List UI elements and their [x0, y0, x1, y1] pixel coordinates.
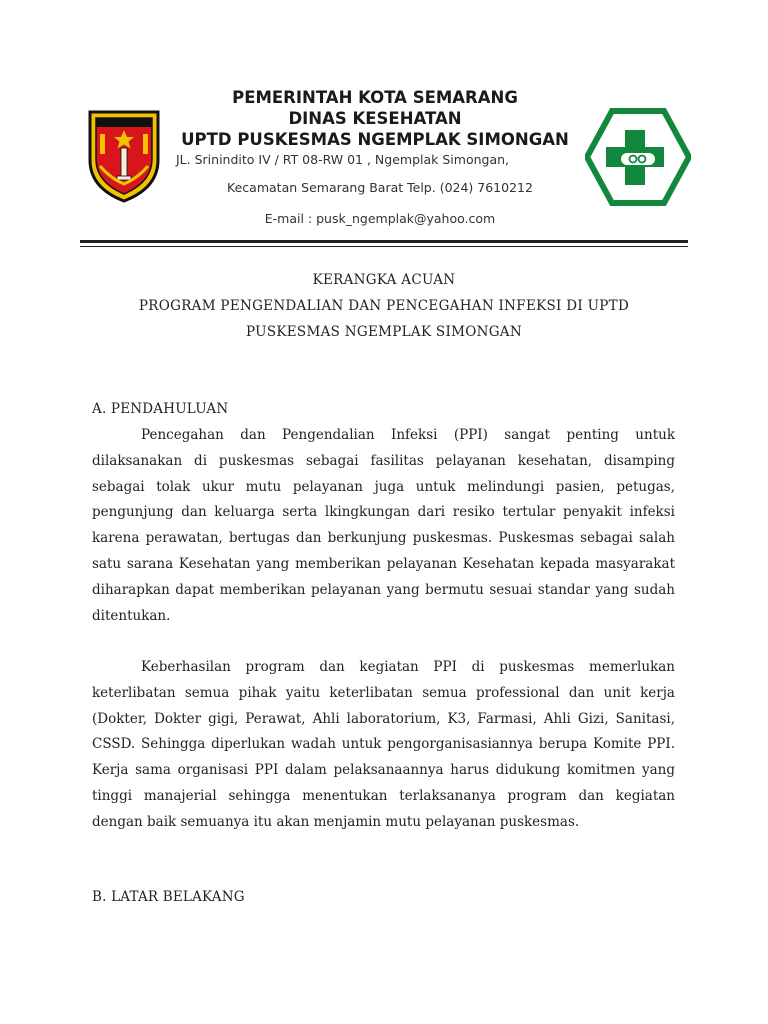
letterhead-divider-thick — [80, 240, 688, 243]
section-a-heading: A. PENDAHULUAN — [92, 401, 229, 417]
document-subtitle-line-2: PUSKESMAS NGEMPLAK SIMONGAN — [246, 324, 522, 340]
letterhead-line-1: PEMERINTAH KOTA SEMARANG — [232, 88, 518, 107]
document-title: KERANGKA ACUAN — [312, 272, 456, 288]
document-subtitle-line-1: PROGRAM PENGENDALIAN DAN PENCEGAHAN INFEKSI DI UPTD — [138, 298, 630, 314]
section-a-paragraph-2: Keberhasilan program dan kegiatan PPI di puskesmas memerlukan keterlibatan semua pihak yaitu keterlibatan semua professional dan unit kerja (Dokter, Dokter gigi, Perawat, Ahli laboratorium, K3, Farmasi, Ahli Gizi, Sanitasi, CSSD. Sehingga diperlukan wadah untuk pengorganisasiannya berupa Komite PPI. Kerja sama organisasi PPI dalam pelaksanaannya harus didukung komitmen yang tinggi manajerial sehingga menentukan terlaksananya program dan kegiatan dengan baik semuanya itu akan menjamin mutu pelayanan puskesmas. — [92, 659, 675, 830]
address-line-1: JL. Srinindito IV / RT 08-RW 01 , Ngemplak Simongan, — [176, 152, 510, 167]
letterhead-divider-thin — [80, 246, 688, 247]
email-line: E-mail : pusk_ngemplak@yahoo.com — [264, 211, 496, 226]
letterhead-line-2: DINAS KESEHATAN — [288, 109, 462, 128]
section-a-paragraph-1: Pencegahan dan Pengendalian Infeksi (PPI) sangat penting untuk dilaksanakan di puskesmas sebagai fasilitas pelayanan kesehatan, disamping sebagai tolak ukur mutu pelayanan juga untuk melindungi pasien, petugas, pengunjung dan keluarga serta lkingkungan dari resiko tertular penyakit infeksi karena perawatan, bertugas dan berkunjung puskesmas. Puskesmas sebagai salah satu sarana Kesehatan yang memberikan pelayanan Kesehatan kepada masyarakat diharapkan dapat memberikan pelayanan yang bermutu sesuai standar yang sudah ditentukan. — [92, 427, 675, 624]
letterhead-line-3: UPTD PUSKESMAS NGEMPLAK SIMONGAN — [181, 130, 569, 149]
section-b-heading: B. LATAR BELAKANG — [92, 889, 245, 905]
puskesmas-logo-icon — [585, 108, 691, 206]
address-line-2: Kecamatan Semarang Barat Telp. (024) 7610212 — [227, 180, 533, 195]
letterhead — [180, 87, 570, 150]
